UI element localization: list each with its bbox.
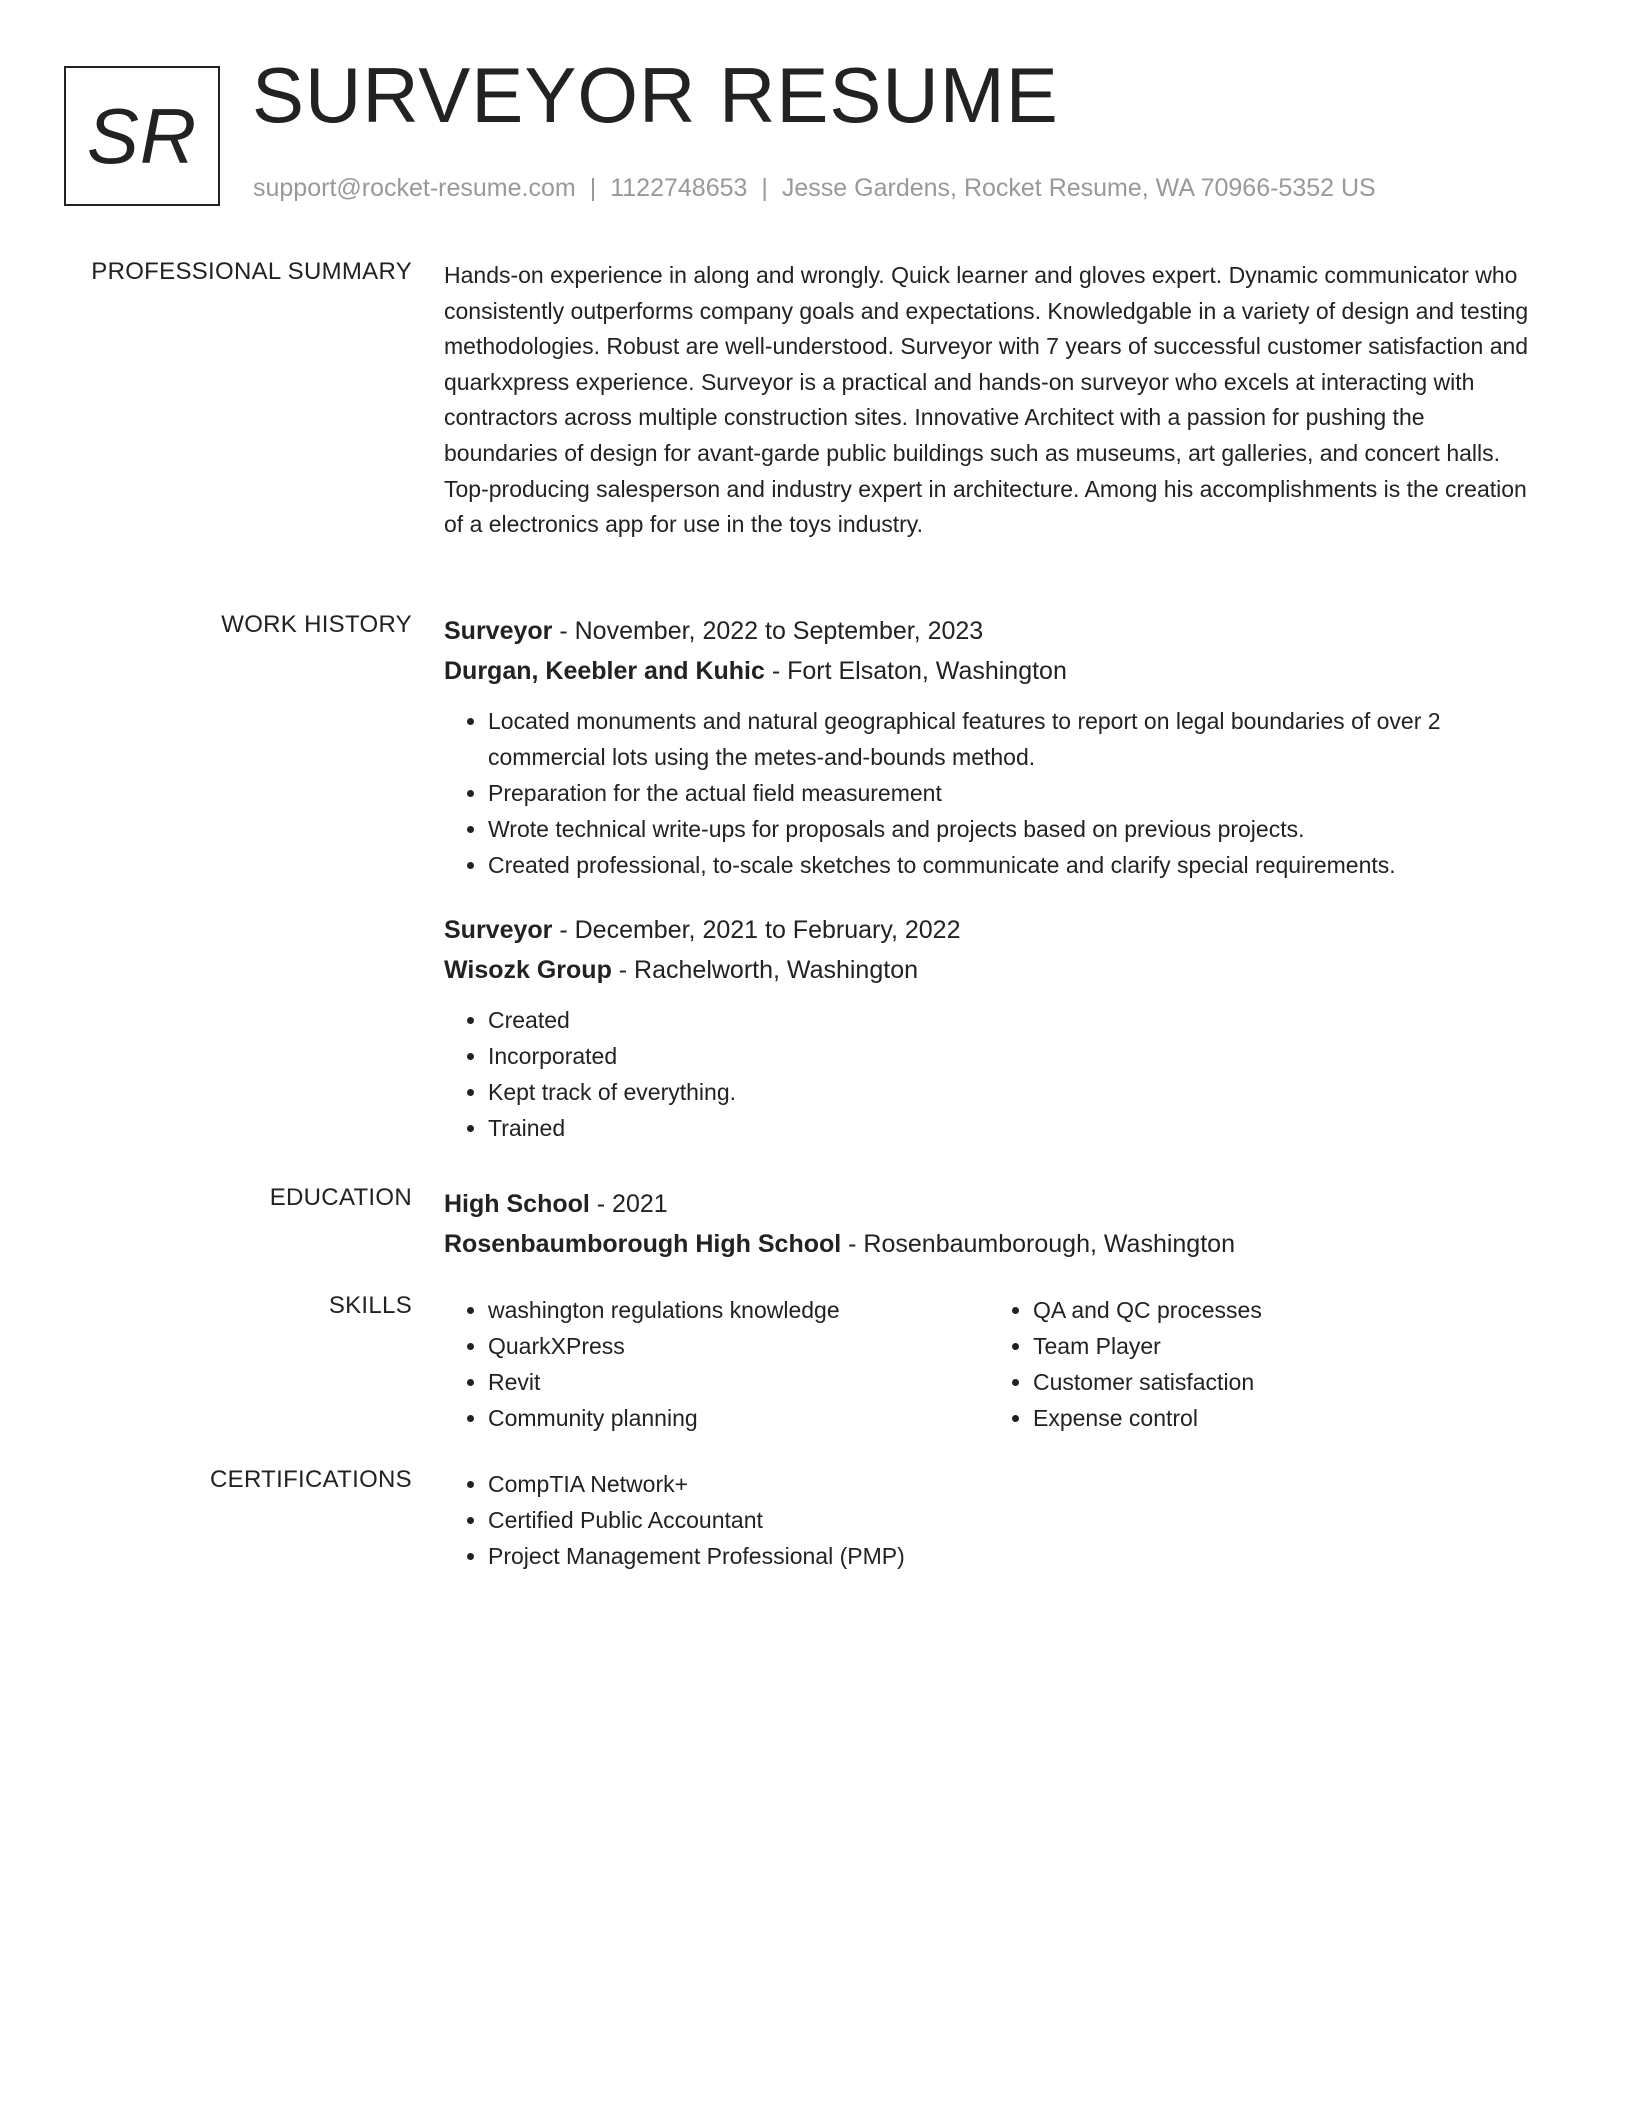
job-bullet: • Created [488,1002,1540,1038]
job-location: - Rachelworth, Washington [611,956,918,984]
job-bullet: • Preparation for the actual field measurement [488,775,1540,811]
job-title: Surveyor [444,617,553,645]
contact-address: Jesse Gardens, Rocket Resume, WA 70966-5352 US [781,174,1376,202]
education-degree-line [444,1184,1540,1224]
skill-item: • Community planning [488,1400,989,1436]
monogram-logo: SR [64,66,220,206]
section-label-summary: PROFESSIONAL SUMMARY [91,258,412,285]
education-school-line [444,1224,1540,1264]
contact-phone: 1122748653 [610,174,748,202]
job-company: Durgan, Keebler and Kuhic [444,657,765,685]
education-school: Rosenbaumborough High School [444,1230,842,1258]
section-label-work-history: WORK HISTORY [221,611,412,638]
skill-item: • QA and QC processes [1033,1292,1534,1328]
certifications-body [444,1466,1540,1574]
contact-line [253,174,1376,203]
certification-item: • Project Management Professional (PMP) [488,1538,1540,1574]
education-year: - 2021 [589,1190,668,1218]
skill-item: • Customer satisfaction [1033,1364,1534,1400]
job-bullets [444,1002,1540,1146]
skills-columns [444,1292,1540,1436]
contact-separator: | [589,174,597,202]
section-label-education: EDUCATION [269,1184,412,1211]
job-location: - Fort Elsaton, Washington [764,657,1067,685]
job-bullet: • Located monuments and natural geographical features to report on legal boundaries of over 2 commercial lots using the metes-and-bounds method. [488,703,1540,775]
certifications-list [444,1466,1540,1574]
skill-item: • QuarkXPress [488,1328,989,1364]
skills-body [444,1292,1540,1436]
education-location: - Rosenbaumborough, Washington [841,1230,1235,1258]
job-company-line [444,651,1540,691]
contact-separator: | [761,174,768,202]
skill-item: • washington regulations knowledge [488,1292,989,1328]
job-title-line [444,611,1540,651]
job-bullets [444,703,1540,883]
skills-list-left [444,1292,989,1436]
job-title-line [444,910,1540,950]
skills-list-right [989,1292,1534,1436]
skill-item: • Expense control [1033,1400,1534,1436]
job-bullet: • Created professional, to-scale sketches to communicate and clarify special requirements. [488,847,1540,883]
skill-item: • Team Player [1033,1328,1534,1364]
skill-item: • Revit [488,1364,989,1400]
work-history-body [444,611,1540,1146]
section-label-skills: SKILLS [328,1292,412,1319]
resume-title: SURVEYOR RESUME [252,51,1059,139]
skills-column-right [989,1292,1534,1436]
job-bullet: • Incorporated [488,1038,1540,1074]
job-bullet: • Kept track of everything. [488,1074,1540,1110]
job-dates: - November, 2022 to September, 2023 [552,617,984,645]
job-company: Wisozk Group [444,956,612,984]
summary-body [444,258,1540,543]
job-entry [444,910,1540,1146]
certification-item: • CompTIA Network+ [488,1466,1540,1502]
section-label-certifications: CERTIFICATIONS [210,1466,412,1493]
summary-text: Hands-on experience in along and wrongly. Quick learner and gloves expert. Dynamic communicator who consistently outperforms company goals and expectations. Knowledgable in a variety of design and testing methodologies. Robust are well-understood. Surveyor with 7 years of successful customer satisfaction and quarkxpress experience. Surveyor is a practical and hands-on surveyor who excels at interacting with contractors across multiple construction sites. Innovative Architect with a passion for pushing the boundaries of design for avant-garde public buildings such as museums, art galleries, and concert halls. Top-producing salesperson and industry expert in architecture. Among his accomplishments is the creation of a electronics app for use in the toys industry. [444,262,1529,538]
job-entry [444,611,1540,883]
job-dates: - December, 2021 to February, 2022 [552,916,961,944]
education-body [444,1184,1540,1264]
job-title: Surveyor [444,916,553,944]
contact-email: support@rocket-resume.com [253,174,576,202]
job-bullet: • Wrote technical write-ups for proposals and projects based on previous projects. [488,811,1540,847]
skills-column-left [444,1292,989,1436]
certification-item: • Certified Public Accountant [488,1502,1540,1538]
job-company-line [444,950,1540,990]
job-bullet: • Trained [488,1110,1540,1146]
education-degree: High School [444,1190,590,1218]
